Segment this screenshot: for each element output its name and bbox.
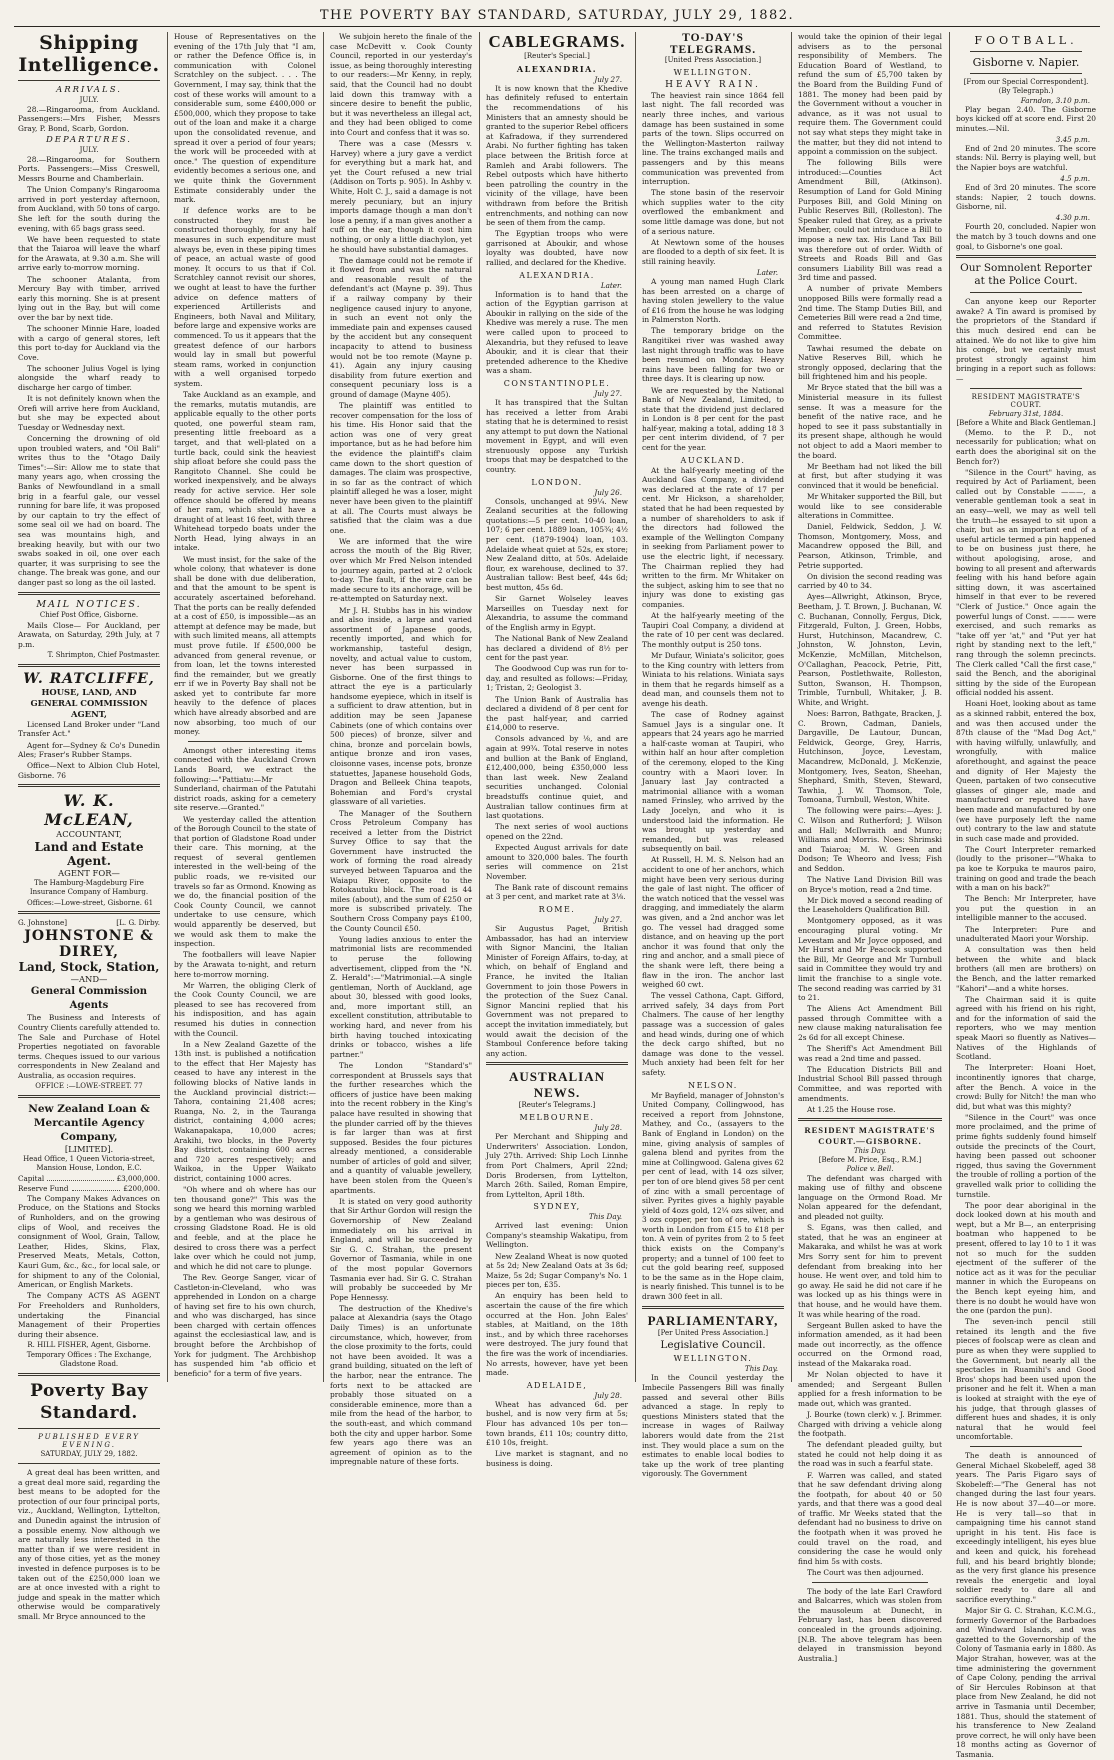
column-5 — [638, 32, 788, 1479]
divider — [486, 1062, 628, 1065]
ad-johnstone-line: Land, Stock, Station, — [18, 960, 160, 975]
news-paragraph: The footballers will leave Napier by the Arawata to-night, and return here to-morrow morning. — [174, 950, 316, 979]
somnolent-paragraph: The seven-inch pencil still retained its length and the five pieces of foolscap were as clean and pure as when they were supplied to the Government, but nearly all the spectacles in Ruamihi's and Good Bros' shops had been used upon the prisoner and he felt it. When a man is looked at straight with the eye of his judge, that through glasses of different hues and shades, it is only natural that he would feel uncomfortable. — [956, 1317, 1096, 1442]
parliament-paragraph: On division the second reading was carried by 40 to 34. — [798, 571, 942, 591]
court-paragraph: The Court was then adjourned. — [807, 1567, 924, 1577]
todays-telegrams-heading: TO-DAY'S TELEGRAMS. — [669, 32, 757, 56]
capital-row — [18, 1174, 160, 1184]
shipping-paragraph: The schooner Minnie Hare, loaded with a cargo of general stores, left this port to-day for Auckland via the Cove. — [18, 323, 160, 362]
match-paragraph: Fourth 20, concluded. Napier won the match by 3 touch downs and one goal, to Gisborne's one goal. — [956, 222, 1096, 251]
telegram-paragraph: We are requested by the National Bank of New Zealand, Limited, to state that the dividend just declared in London is 8 per cent for the past half-year, making a total, adding 18 3 per cent interim dividend, of 7 per cent for the year. — [642, 385, 784, 453]
telegram-paragraph: Mr Bayfield, manager of Johnston's United Company, Collingwood, has received a report from Johnstone, Mathey, and Co., (assayers to the Bank of England in London) on the mine, giving analysis of samples of galena blend and pyrites from the mine at Collingwood. Galena gives 62 per cent of lead, with 14 ozs silver, per ton of ore blend gives 58 per cent of zinc with a small percentage of silver. Pyrites gives a highly payable yield of 4ozs gold, 12¼ ozs silver, and 3 ozs copper, per ton of ore, which is worth in London from £15 to £18 per ton. A vein of pyrites from 2 to 5 feet thick exists on the Company's property; and a tunnel of 100 feet to cut the gold bearing reef, supposed to be the same as in the Hope claim, is nearly finished. This tunnel is to be drawn 300 feet in all. — [642, 1090, 784, 1302]
divider — [18, 1428, 160, 1429]
parliament-paragraph: Mr Dick moved a second reading of the Leaseholders Qualification Bill. — [798, 895, 942, 915]
column-rule — [167, 32, 168, 1382]
divider — [812, 1582, 928, 1583]
divider — [970, 51, 1082, 52]
news-paragraph: The Manager of the Southern Cross Petroleum Company has received a letter from the District Survey Office to say that the Government have instructed the work of forming the road already surveyed between Tapuaroa and the Waiapu River, opposite to the Rotokautuku block. The road is 44 miles (about), and the sum of £250 or more is subscribed privately. The Southern Cross Company pays £100, the County Council £50. — [330, 808, 472, 933]
news-paragraph: The Rev. George Sanger, vicar of Castleton-in-Cleveland, who was apprehended in London on a charge of having set fire to his own church, and who was discharged, has since been charged with certain offences against the ecclesiastical law, and is brought before the Archbishop of York for judgment. The Archbishop has suspended him "ab officio et beneficio" for a term of five years. — [174, 1272, 316, 1378]
news-paragraph: "Oh where and oh where has our ten thousand gone?" This was the song we heard this morning warbled by a gentleman who was desirous of crossing Gladstone Road. He is old and feeble, and at the place he desired to cross there was a perfect lake over which he could not jump, and which he did not care to plunge. — [174, 1185, 316, 1271]
cable-paragraph: The Goodwood Cup was run for to-day, and resulted as follows:—Friday, 1; Tristan, 2; Geologist 3. — [486, 664, 628, 693]
cable-paragraph: The Egyptian troops who were garrisoned at Aboukir, and whose loyalty was doubted, have now rallied, and declared for the Khedive. — [486, 229, 628, 267]
ad-ratcliffe-name: W. RATCLIFFE, — [23, 670, 155, 687]
parliament-paragraph: At 1.25 the House rose. — [807, 1104, 896, 1114]
court-paragraph: J. Bourke (town clerk) v. J. Brimmer. Charged with driving a vehicle along the footpath. — [798, 1409, 942, 1439]
telegram-paragraph: The heaviest rain since 1864 fell last night. The fall recorded was nearly three inches, and various damage has been sustained in some parts of the town. Slips occurred on the Wellington-Masterton railway line. The trains exchanged mails and passengers and by this means communication was prevented from interruption. — [642, 90, 784, 187]
news-paragraph: It is stated on very good authority that Sir Arthur Gordon will resign the Governorship of New Zealand immediately on his arrival in England, and will be succeeded by Sir G. C. Strahan, the present Governor of Tasmania, while in one of the most popular Governors Tasmania ever had. Sir G. C. Strahan will probably be succeeded by Mr Pope Hennessy. — [330, 1196, 472, 1302]
date: July 26. — [594, 487, 622, 497]
cable-paragraph: Sir Augustus Paget, British Ambassador, has had an interview with Signor Mancini, the Italian Minister of Foreign Affairs, to-day, at which, on behalf of England and France, he invited the Italian Government to join those Powers in the protection of the Suez Canal. Signor Mancini replied that his Government was not prepared to accept the invitation immediately, but would await the decision of the Stamboul Conference before taking any action. — [486, 924, 628, 1058]
ad-johnstone-line: General Commission Agents — [30, 986, 148, 1012]
reuter-credit: [Reuter's Special.] — [524, 52, 590, 60]
mail-text: Mails Close— For Auckland, per Arawata, on Saturday, 29th July, at 7 p.m. — [18, 620, 160, 649]
cable-paragraph: New Zealand Wheat is now quoted at 5s 2d; New Zealand Oats at 3s 6d; Maize, 5s 2d; Sugar Company's No. 1 pieces per ton, £35. — [486, 1251, 628, 1290]
telegram-paragraph: At the half-yearly meeting of the Auckland Gas Company, a dividend was declared at the rate of 17 per cent. Mr Hickson, a shareholder, stated that he had been requested by a number of shareholders to ask if the directors had followed the example of the Wellington Company in seeking from Parliament power to use the electric light, if necessary. The Chairman replied they had written to the firm. Mr Whitaker on the subject, asking him to see that no injury was done to existing gas companies. — [642, 465, 784, 609]
dateline-london: LONDON. — [531, 477, 583, 487]
editorial-paragraph: We must insist, for the sake of the whole colony, that whatever is done shall be done with due deliberation, and that the amount to be spent is accurately ascertained beforehand. That the ports can be really defended at a cost of £50, is impossible—as an attempt at defence may be made, but with such limited means, all attempts must prove futile. If £500,000 be advanced from general revenue, or from loan, let the towns interested find the remainder, but we greatly err if we in Poverty Bay shall not be asked yet to contribute far more heavily to the defence of places which have already absorbed and are now absorbing, too much of our money. — [174, 554, 316, 737]
ad-mclean-line: AGENT FOR— — [58, 868, 120, 879]
departures-heading: DEPARTURES. — [45, 135, 132, 146]
news-paragraph: The damage could not be remote if it flowed from and was the natural and reasonable result of the defendant's act (Mayne p. 39). Thus if a railway company by their negligence caused injury to anyone, in such an event not only the immediate pain and expenses caused by the accident but any consequent incapacity to attend to business would not be too remote (Mayne p. 41). Again any injury causing disability from future exertion and consequent pecuniary loss is a ground of damage (Mayne 405). — [330, 255, 472, 399]
parliament-paragraph: The following were pairs:—Ayes: J. C. Wilson and Rutherford; J. Wilson and Hall; McIlwraith and Munro; Williams and Morris. Noes: Shrimski and Taiaroa; M. W. Green and Dodson; Te Wheoro and Ivess; Fish and Seddon. — [798, 806, 942, 873]
cable-paragraph: Sir Garnet Wolseley leaves Marseilles on Tuesday next for Alexandria, to assume the command of the English army in Egypt. — [486, 594, 628, 632]
somnolent-paragraph: Can anyone keep our Reporter awake? A Tin award is promised by the proprietors of the Standard if this much desired end can be attained. We do not like to give him his congé, but we certainly must protest strongly against him bringing in a report such as follows:— — [956, 297, 1096, 383]
shipping-title: Shipping Intelligence. — [18, 32, 160, 76]
rm-court-heading: RESIDENT MAGISTRATE'S COURT.—GISBORNE. — [804, 1125, 936, 1147]
arrival-entry: 28.—Ringarooma, from Auckland. Passengers:—Mrs Fisher, Messrs Gray, P. Bond, Scarb, Gordon. — [18, 104, 160, 133]
court-paragraph: The defendant pleaded guilty, but stated he could not help doing it as the road was in such a fearful state. — [798, 1440, 942, 1469]
dot-leader — [72, 1184, 121, 1191]
cable-paragraph: Arrived last evening: Union Company's steamship Wakatipu, from Wellington. — [486, 1221, 628, 1250]
somnolent-date: February 31st, 1884. — [988, 410, 1064, 419]
dateline-adelaide: ADELAIDE, — [526, 1380, 588, 1390]
parliament-paragraph: The Aliens Act Amendment Bill passed through Committee with a new clause making naturalisation fee 2s 6d for all except Chinese. — [798, 1004, 942, 1043]
masthead-rule — [14, 26, 1100, 27]
cable-paragraph: It has transpired that the Sultan has received a letter from Arabi stating that he is determined to resist any attempt to put down the National movement in Egypt, and will even strenuously oppose any Turkish troops that may be despatched to the country. — [486, 397, 628, 475]
news-paragraph: The destruction of the Khedive's palace at Alexandria (says the Otago Daily Times) is an unfortunate circumstance, which, however, from the close proximity to the forts, could not have been avoided. It was a grand building, situated on the left of the harbor, near the entrance. The forts next to be attacked are probably those situated on a considerable eminence, more than a mile from the head of the harbor, to the south-east, and which command both the city and upper harbor. Some few years ago there was an agreement of opinion as to the impregnable nature of these forts. — [330, 1303, 472, 1467]
dateline-rome: ROME. — [538, 905, 576, 915]
somnolent-paragraph: "Silence in the Court" having, as required by Act of Parliament, been called out by Constable ———, a venerable gentleman took a seat in an easy—well, we may as well tell the truth—he essayed to sit upon a chair, but as an important end of a useful article termed a pin happened to be on business just there, he without apologising, arose, and bowing to all present and afterwards feeling with his hand before again sitting down, it was ascertained himself in that ever to be revered "Clerk of Justice." Once again the powerful lungs of Const. ——— were exercised, and such remarks as "take off yer 'at," and "Put yer hat right by standing next to the left," rang through the solemn precincts. The Clerk called "Call the first case," said the Bench, and the aboriginal sitting by the side of the European official nodded his assent. — [956, 467, 1096, 698]
capital-value: £3,000,000. — [116, 1173, 160, 1183]
reserve-row — [18, 1184, 160, 1194]
telegram-paragraph: The vessel Cathona, Capt. Gifford, arrived safely, 34 days from Port Chalmers. The cause of her lengthy passage was a succession of gales and head winds, during one of which the deck cargo shifted, but no damage was done to the vessel. Much anxiety had been felt for her safety. — [642, 991, 784, 1077]
somnolent-paragraph: The Interpreter: Pure and unadulterated Maori your Worship. — [956, 924, 1096, 944]
cable-paragraph: An enquiry has been held to ascertain the cause of the fire which occurred at the Hon. John Eales' stables, at Maitland, on the 18th inst., and by which three racehorses were destroyed. The jury found that the fire was the work of incendiaries. No arrests, however, have yet been made. — [486, 1291, 628, 1378]
ad-mclean-line: The Hamburg-Magdeburg Fire Insurance Company of Hamburg. — [29, 879, 149, 897]
somnolent-paragraph: The Bench: Mr Interpreter, have you put the question in an intelligible manner to the accused. — [956, 894, 1096, 923]
heavy-rain-heading: HEAVY RAIN. — [665, 79, 761, 90]
date: Later. — [756, 267, 778, 277]
news-paragraph: We subjoin hereto the finale of the case McDevitt v. Cook County Council, reported in our yesterday's issue, as being thoroughly interesting to our readers:—Mr Kenny, in reply, said, that the Council had no doubt laid down this tramway with a sincere desire to benefit the public, but it was nevertheless an illegal act, and they had been obliged to come into Court and confess that it was so. — [330, 32, 472, 137]
mail-notices-heading: MAIL NOTICES. — [36, 598, 142, 610]
divider — [18, 664, 160, 667]
court-paragraph: Sergeant Bullen asked to have the information amended, as it had been made out incorrectly, as the offence occurred on the Ormond road, instead of the Makaraka road. — [798, 1320, 942, 1368]
shipping-paragraph: The Union Company's Ringarooma arrived in port yesterday afternoon, from Auckland, with 50 tons of cargo. She left for the south during the evening, with 65 bags grass seed. — [18, 185, 160, 233]
parliament-paragraph: A number of private Members unopposed Bills were formally read a 2nd time. The Stamp Duties Bill, and Cemeteries Bill were read a 2nd time, and referred to Statutes Revision Committee. — [798, 284, 942, 342]
shipping-paragraph: The schooner Atalanta, from Mercury Bay with timber, arrived early this morning. She is at present lying out in the Bay, but will come over the bar by next tide. — [18, 274, 160, 322]
column-rule — [949, 32, 950, 1382]
ad-johnstone-text: The Business and Interests of Country Clients carefully attended to. The Sale and Purchase of Hotel Properties negotiated on favorable terms. Cheques issued to our various correspondents in New Zealand and Australia, as occasion requires. — [18, 1013, 160, 1080]
publication-date: SATURDAY, JULY 29, 1882. — [40, 1450, 138, 1459]
match-title: Gisborne v. Napier. — [972, 56, 1080, 69]
ad-nz-loan-text: The Company Makes Advances on Produce, on the Stations and Stocks of Runholders, and on the growing clips of Wool, and receives the consignment of Wool, Grain, Tallow, Leather, Hides, Skins, Flax, Preserved Meats, Metals, Cotton, Kauri Gum, &c., &c., for local sale, or for shipment to any of the Colonial, American, or English Markets. — [18, 1193, 160, 1290]
ad-nz-loan-sign: Temporary Offices : The Exchange, Gladstone Road. — [26, 1351, 152, 1368]
news-paragraph: Mr J. H. Stubbs has in his window and also inside, a large and varied assortment of Japanese goods, recently imported, and which for workmanship, tasteful design, novelty, and actual value to custom, never has been surpassed in Gisborne. One of the first things to attract the eye is a particularly handsome eyepiece, which in itself is a sufficient to draw attention, but in addition may be seen Japanese Cabinets (one of which contains over 500 pieces) of bronze, silver and china, bronze and porcelain bowls, antique bronze and iron vases, cloisonne vases, incense pots, bronze statuettes, Japanese household Gods, Dragon and Belleek China teapots, Bohemian and Ford's crystal glassware of all varieties. — [330, 605, 472, 807]
arrivals-heading: ARRIVALS. — [56, 85, 122, 95]
date: July 28. — [594, 1390, 622, 1400]
court-paragraph: S. Egans, was then called, and stated, that he was an engineer at Makaraka, and whilst he was at work Mrs Sorry sent for him to prevent defendant from breaking into her house. He went over, and told him to go away. He said he did not care if he was locked up as his things were in that house, and he would have them. It was while hearing of the road. — [798, 1223, 942, 1319]
legislative-council-heading: Legislative Council. — [660, 1339, 766, 1352]
parliament-paragraph: Mr Bryce stated that the bill was a Ministerial measure in its fullest sense. It was a measure for the benefit of the native race, and he hoped to see it pass substantially in its present shape, although he would not object to add a Maori member to the board. — [798, 383, 942, 460]
match-time: 3.45 p.m. — [1055, 134, 1090, 144]
telegram-paragraph: A young man named Hugh Clark has been arrested on a charge of having stolen jewellery to the value of £16 from the house he was lodging in Palmerston North. — [642, 276, 784, 325]
dateline-melbourne: MELBOURNE. — [519, 1113, 595, 1123]
date: July 28. — [594, 1123, 622, 1133]
dateline-alexandria: ALEXANDRIA. — [519, 270, 595, 280]
parliament-paragraph: Daniel, Feldwick, Seddon, J. W. Thomson, Montgomery, Moss, and Macandrew opposed the Bill, and Pearson, Atkinson, Trimble, and Petrie supported. — [798, 522, 942, 570]
cable-paragraph: Live market is stagnant, and no business is doing. — [486, 1449, 628, 1468]
column-6 — [794, 32, 946, 1663]
paper-title: Poverty Bay Standard. — [30, 1380, 148, 1423]
newspaper-page — [14, 32, 1100, 1759]
somnolent-paragraph: "Silence in the Court" was once more proclaimed, and the prime of prime fights suddenly found himself outside the precincts of the Court, having been passed out schooner rigged, thus saving the Government the trouble of rolling a portion of the gravelled walk prior to colliding the turnstile. — [956, 1112, 1096, 1199]
telegram-paragraph: At Newtown some of the houses are flooded to a depth of six feet. It is still raining heavily. — [642, 237, 784, 266]
parliament-paragraph: Noes: Barron, Bathgate, Bracken, J. C. Brown, Cadman, Daniels, Dargaville, De Lautour, Duncan, Feldwick, George, Grey, Harris, Hutchinson, Joyce, Levestam, Macandrew, McDonald, J. McKenzie, Montgomery, Ives, Seaton, Sheehan, Shephard, Smith, Steven, Steward, Tawhia, J. W. Thomson, Tole, Tomoana, Turnbull, Weston, White. — [798, 708, 942, 805]
parliament-paragraph: The following Bills were introduced:—Counties Act Amendment Bill, (Atkinson). Resumption of Land for Gold Mining Purposes Bill, and Gold Mining on Public Reserves Bill, (Rolleston). The Speaker ruled that Grey, as a private Member, could not introduce a Bill to impose a new tax. His Land Tax Bill was therefore out of order. Width of Streets and Roads Bill and Gas consumers Liability Bill was read a 3rd time and passed. — [798, 158, 942, 283]
somnolent-paragraph: A consultation was then held between the white and black brothers (all men are brothers) on the Bench, and the latter remarked "Kahori"—and a white horses. — [956, 945, 1096, 993]
news-paragraph: We yesterday called the attention of the Borough Council to the state of that portion of Gladstone Road under their care. This morning, at the request of several gentlemen interested in the well-being of the public roads, we re-visited our travels so far as Ormond. Knowing as we do, the financial position of the Cook County Council, we cannot undertake to use censure, which would apparently be deserved, but we would ask them to make the inspection. — [174, 814, 316, 949]
dateline-constantinople: CONSTANTINOPLE. — [503, 378, 611, 388]
column-rule — [323, 32, 324, 1382]
news-paragraph: The plaintiff was entitled to recover compensation for the loss of his time. His Honor said that the action was one of very great importance, but as he had before him the evidence the plaintiff's claim came down to the short question of damages. The claim was prospective, in so far as the contract of which plaintiff alleged he was a loser, might never have been given to the plaintiff at all. The Courts must always be satisfied that the claim was a due one. — [330, 401, 472, 535]
somnolent-reporter-heading: Our Somnolent Reporter at the Police Court. — [960, 262, 1092, 288]
ad-ratcliffe-line: Licensed Land Broker under "Land Transfer Act." — [18, 719, 160, 739]
ad-mclean-name: W. K. McLEAN, — [44, 791, 134, 830]
match-time: Farndon, 3.10 p.m. — [1020, 95, 1090, 105]
match-paragraph: Play began 2.40. The Gisborne boys kicked off at score end. First 20 minutes.—Nil. — [956, 104, 1096, 133]
date: July 27. — [594, 915, 622, 925]
departure-entry: 28.—Ringarooma, for Southern Ports. Passengers:—Miss Creswell, Messrs Bourne and Chamberlain. — [18, 154, 160, 184]
parliament-paragraph: Mr Beetham had not liked the bill at first, but after studying it was convinced that it would be beneficial. — [798, 461, 942, 490]
news-paragraph: We are informed that the wire across the mouth of the Big River, over which Mr Fred Nelson intended to journey again, parted at 2 o'clock to-day. The fault, if the wire can be made secure to its anchorage, will be re-attempted on Saturday next. — [330, 536, 472, 604]
editorial-paragraph: If defence works are to be constructed they must be constructed thoroughly, for any half measures in such expenditure must always be, even in these piping times of peace, an actual waste of good money. It occurs to us that if Col. Scratchley cannot revisit our shores, we ought at least to have the further advice on defence matters of experienced Artillerists and Engineers, both Naval and Military, before large and expensive works are commenced. To us it appears that the greatest defence of our harbors would lay in small but powerful steam rams, worked in conjunction with a well organised torpedo system. — [174, 206, 316, 388]
telegraph-credit: (By Telegraph.) — [998, 86, 1054, 95]
telegram-paragraph: The stone basin of the reservoir which supplies water to the city overflowed the embankment and some little damage was done, but not of a serious nature. — [642, 188, 784, 236]
column-4 — [482, 32, 632, 1468]
parliament-paragraph: would take the opinion of their legal advisers as to the personal responsibility of Members. The Education Board of Westland, to refund the sum of £5,700 taken by the Board from the Building Fund of 1881. The money had been paid by the Government without a voucher in advance, as it was not usual to require them. The Government could not say what steps they might take in the matter, but they did not intend to appoint a commission on the subject. — [798, 32, 942, 157]
news-paragraph: In a New Zealand Gazette of the 13th inst. is published a notification to the effect that Her Majesty has ceased to have any interest in the following blocks of Native lands in the Auckland provincial district:—Tahora, containing 21,408 acres; Ruanga, No. 2, in the Tauranga district, containing 4,000 acres; Wakanapakapa, 10,000 acres; Arakihi, two blocks, in the Poverty Bay district, containing 600 acres and 720 acres respectively; and Waikoa, in the Upper Waikato district, containing 1000 acres. — [174, 1039, 316, 1183]
parliament-paragraph: The Native Land Division Bill was on Bryce's motion, read a 2nd time. — [798, 875, 942, 894]
shipping-paragraph: We have been requested to state that the Taiaroa will leave the wharf for the Arawata, at 9.30 a.m. She will arrive early to-morrow morning. — [18, 234, 160, 273]
ad-nz-loan-line: Head Office, 1 Queen Victoria-street, Mansion House, London, E.C. — [23, 1154, 155, 1172]
date: July 27. — [594, 388, 622, 398]
divider — [18, 1095, 160, 1098]
column-rule — [635, 32, 636, 1382]
reserve-label: Reserve Fund — [18, 1183, 69, 1193]
shipping-paragraph: Concerning the drowning of old upon troubled waters, and "Oil Bali" writes thus to the "Otago Daily Times":—Sir: Allow me to state that many years ago, when crossing the Banks of Newfoundland in a small brig in a fearful gale, our vessel running for bare life, it was proposed by our captain to try the effect of some seal oil we had on board. The sea was mountains high, and breaking heavily, but with our two swabs soaked in oil, one over each quarter, it was surprising to see the change. The break was gone, and our danger past so long as the oil lasted. — [18, 434, 160, 587]
dateline-sydney: SYDNEY, — [533, 1202, 581, 1212]
cable-paragraph: The National Bank of New Zealand has declared a dividend of 8½ per cent for the past year. — [486, 633, 628, 663]
cable-paragraph: It is now known that the Khedive has definitely refused to entertain the recommendations of his Ministers that an amnesty should be granted to the superior Rebel officers at Kafradowa, if they surrendered Arabi. No further fighting has taken place between the British force at Ramleh and Arabi followers. The Rebel outposts which have hitherto been patrolling the country in the vicinity of the village, have been withdrawn from before the British entrenchments, and nothing can now be seen of them from the camp. — [486, 83, 628, 228]
match-time: 4.30 p.m. — [1055, 213, 1090, 223]
shipping-paragraph: It is not definitely known when the Orefi will arrive here from Auckland, but she may be expected about Tuesday or Wednesday next. — [18, 394, 160, 432]
column-2 — [170, 32, 320, 1382]
somnolent-paragraph: The poor dear aboriginal in the dock looked down at his mouth and wept, but a Mr B—, an enterprising boatman who happened to be present, offered to lay 10 to 1 it was not so much for the sudden ejectment of the sufferer of the notice act as it was for the peculiar manner in which the Europeans on the Bench kept eyeing him, and there is no doubt he would have won the one (pardon the pun). — [956, 1200, 1096, 1316]
column-7 — [952, 32, 1100, 1759]
parliament-paragraph: The Sheriff's Act Amendment Bill was read a 2nd time and passed. — [798, 1044, 942, 1063]
upa-credit: [United Press Association.] — [664, 56, 762, 64]
partner-left: G. Johnstone] — [18, 918, 68, 928]
telegram-paragraph: At Russell, H. M. S. Nelson had an accident to one of her anchors, which might have been very serious during the gale of last night. The officer of the watch noticed that the vessel was dragging, and immediately the alarm was given, and a 2nd anchor was let go. The vessel had dragged some distance, and on heaving up the port anchor it was found that only the ring and anchor, and a small piece of the shank were left, there being a flaw in the iron. The anchor last weighed 60 cwt. — [642, 855, 784, 990]
ad-nz-loan-line: [LIMITED]. — [64, 1143, 114, 1154]
ad-nz-loan-text: The Company ACTS AS AGENT For Freeholders and Runholders, undertaking the Financial Management of their Properties during their absence. — [18, 1291, 160, 1339]
dot-leader — [47, 1174, 113, 1181]
date: This Day. — [588, 1212, 622, 1222]
divider — [18, 1463, 160, 1464]
divider — [18, 80, 160, 81]
dateline-alexandria: ALEXANDRIA. — [516, 63, 598, 74]
ad-johnstone-name: JOHNSTONE & DIREY, — [24, 928, 154, 961]
somnolent-paragraph: The Chairman said it is quite agreed with his friend on his right, and for the information of said the reporters, who we may mention speak Maori so fluently as Natives—Natives of the Highlands of Scotland. — [956, 994, 1096, 1062]
somnolent-paragraph: The Interpreter: Hoani Hoet, incontinently ignores that charge, after the Bench. A voice in the crowd: Bully for Nitch! the man who did, but what was this mighty? — [956, 1063, 1096, 1111]
column-rule — [791, 32, 792, 1382]
cable-paragraph: Information is to hand that the action of the Egyptian garrison at Aboukir in rallying on the side of the Khedive was merely a ruse. The men were called upon to proceed to Alexandria, but they refused to leave Aboukir, and it is clear that their pretended adherence to the Khedive was a sham. — [486, 289, 628, 376]
parliament-paragraph: Mr Whitaker supported the Bill, but would like to see considerable alterations in Committee. — [798, 491, 942, 521]
australian-news-heading: AUSTRALIAN NEWS. — [509, 1069, 605, 1101]
arrivals-month: JULY. — [79, 96, 99, 104]
column-3 — [326, 32, 476, 1467]
dateline-nelson: NELSON. — [688, 1080, 738, 1090]
match-paragraph: End of 2nd 20 minutes. The score stands: Nil. Berry is playing well, but the Napier boys are watchful. — [956, 143, 1096, 173]
news-paragraph: Mr Warren, the obliging Clerk of the Cook County Council, we are pleased to see has recovered from his indisposition, and has again resumed his duties in connection with the Council. — [174, 980, 316, 1038]
mail-signature: T. Shrimpton, Chief Postmaster. — [47, 651, 160, 660]
divider — [970, 73, 1082, 74]
news-paragraph: Amongst other interesting items connected with the Auckland Crown Lands Board, we extract the following:—"Pattiatu:—Mr Sunderland, chairman of the Patutahi district roads, asking for a cemetery site reserve.—Granted." — [174, 745, 316, 813]
divider — [798, 1118, 942, 1121]
parliament-paragraph: The Education Districts Bill and Industrial School Bill passed through Committee, and was reported with amendments. — [798, 1064, 942, 1103]
ad-johnstone-line: —AND— — [70, 974, 108, 985]
somnolent-paragraph: (Memo. to the P. D., not necessarily for publication; what on earth does the aboriginal sit on the Bench for?) — [956, 427, 1096, 466]
telegram-paragraph: At the half-yearly meeting of the Taupiri Coal Company, a dividend at the rate of 10 per cent was declared. The monthly output is 250 tons. — [642, 611, 784, 649]
cable-paragraph: The next series of wool auctions opened on the 22nd. — [486, 822, 628, 841]
editorial-paragraph: House of Representatives on the evening of the 17th July that "I am, or rather the Defence Office is, in communication with Colonel Scratchley on the subject. . . . The Government, I may say, think that the cost of these works will amount to a considerable sum, some £400,000 or £500,000, which they propose to take out of the loan and make it a charge upon the consolidated revenue, and spread it over a period of four years; the work will be proceeded with at once." The question of expenditure evidently becomes a serious one, and we quite think the Government Estimate considerably under the mark. — [174, 32, 316, 205]
cable-paragraph: The Bank rate of discount remains at 3 per cent, and market rate at 3⅛. — [486, 882, 628, 902]
editorial-paragraph: A great deal has been written, and a great deal more said, regarding the best means to be adopted for the protection of our four principal ports, viz., Auckland, Wellington, Lyttelton, and Dunedin against the intrusion of a possible enemy. Now although we are naturally less interested in the matter than if we were resident in any of those cities, yet as the money invested in defence purposes is to be taken out of the £250,000 loan we are at once invested with a right to judge and speak in the matter which otherwise would be comparatively small. Mr Bryce announced to the — [18, 1468, 160, 1621]
divider — [970, 292, 1082, 293]
news-paragraph: There was a case (Messrs v. Harvey) where a jury gave a verdict for everything but a mark hat, and yet the Court refused a new trial (Addison on Torts p. 905). In Ashby v. White, Holt C. J., said a damage is not merely pecuniary, but an injury imports damage though a man don't lose a penny, if a man gives another a cuff on the ear, though it cost him nothing, or only a little diachylon, yet he should have substantial damages. — [330, 139, 472, 254]
column-1 — [14, 32, 164, 1621]
parliament-paragraph: Ayes—Allwright, Atkinson, Bryce, Beetham, J. T. Brown, J. Buchanan, W. C. Buchanan, Connolly, Fergus, Dick, Fitzgerald, Fulton, J. Green, Hobbs, Hurst, Hutchinson, Macandrew, C. Johnston, W. Johnston, Levin, McKenzie, McMillan, Mitchelson, O'Callaghan, Peacock, Petrie, Pitt, Pearson, Postlethwaite, Rolleston, Sutton, Swanson, H. Thompson, Trimble, Turnbull, Whitaker, J. B. White, and Wright. — [798, 592, 942, 707]
parliament-paragraph: In the Council yesterday the Imbecile Passengers Bill was finally passed and several other Bills advanced a stage. In reply to questions Ministers stated that the increase in wages of Railway laborers would date from the 21st inst. They would place a sum on the estimates to enable local bodies to take up the work of tree planting vigorously. The Government — [642, 1373, 784, 1479]
match-time: 4.5 p.m. — [1060, 174, 1090, 184]
ad-mclean-line: Land and Estate Agent. — [34, 840, 144, 869]
somnolent-before: [Before a White and Black Gentleman.] — [956, 418, 1096, 427]
somnolent-paragraph: The Court Interpreter remarked (loudly to the prisoner—"Whaka to pa koe te Korpuka te mauros pairo, training on good and trade the beach with a man on his back?" — [956, 844, 1096, 893]
capital-label: Capital — [18, 1173, 45, 1183]
news-paragraph: The body of the late Earl Crawford and Balcarres, which was stolen from the mausoleum at Dunecht, in February last, has been discovered concealed in the grounds adjoining. [N.B. The above telegram has been delayed in transmission beyond Australia.] — [798, 1586, 942, 1663]
ad-ratcliffe-line: Agent for—Sydney & Co's Dunedin Ales; Fraser's Rubber Stamps. — [18, 740, 160, 760]
divider — [18, 592, 160, 595]
ad-johnstone-partners — [18, 918, 160, 928]
shipping-paragraph: The schooner Julius Vogel is lying alongside the wharf ready to discharge her cargo of timber. — [18, 363, 160, 393]
divider — [970, 1446, 1082, 1447]
ad-johnstone-office: OFFICE :—LOWE-STREET. 77 — [35, 1081, 143, 1090]
somnolent-paragraph: Hoani Hoet, looking about as tame as a skinned rabbit, entered the box, and was then accused under the 87th clause of the "Mad Dog Act," with having wilfully, unlawfully, and wrongfully, with malice aforethought, and against the peace and dignity of Her Majesty the Queen, partaken of two consecutive glasses of ginger ale, made and manufactured or reputed to have been made and manufactured by one (we have purposely left the name out) contrary to the law and statute in such case made and provided. — [956, 699, 1096, 843]
football-heading: FOOTBALL. — [974, 34, 1078, 47]
ad-nz-loan-name: New Zealand Loan & Mercantile Agency Company, — [28, 1102, 150, 1143]
ad-ratcliffe-line: Office—Next to Albion Club Hotel, Gisborne. 76 — [18, 761, 160, 780]
divider — [956, 255, 1096, 258]
dateline-wellington: WELLINGTON. — [673, 1354, 753, 1364]
editorial-paragraph: Take Auckland as an example, and the remarks, mutatis mutandis, are applicable equally to the other ports quoted, one powerful steam ram, presenting little freeboard as a target, and that well-plated on a turtle back, could sink the heaviest ship afloat before she could pass the Rangitoto Channel. She could be worked inexpensively, and be always ready for active service. Her sole offence should be offered by means of her ram, which should have a draught of at least 16 feet, with three Whitehead torpedo boats under the North Head, lying always in an intake. — [174, 389, 316, 553]
correspondent-credit: [From our Special Correspondent]. — [963, 78, 1089, 86]
court-paragraph: The defendant was charged with making use of filthy and obscene language on the Ormond Road. Mr Nolan appeared for the defendant, and pleaded not guilty. — [798, 1173, 942, 1222]
news-paragraph: Young ladies anxious to enter the matrimonial lists are recommended to peruse the following advertisement, clipped from the "N. Z. Herald":—"Matrimonial.—A single gentleman, North of Auckland, age about 30, blessed with good looks, and, more important still, an excellent constitution, attributable to working hard, and never from his birth having touched intoxicating drinks or tobacco, wishes a life partner." — [330, 934, 472, 1059]
news-paragraph: The death is announced of General Michael Skobeleff, aged 38 years. The Paris Figaro says of Skobeleff:—"The General has not changed during the last four years. He is now about 37—40—or more. He is very tall—so that in campaigning time his cannot stand upright in his tent. His face is exceedingly intelligent, his eyes blue and keen and quick, his forehead full, and his beard brightly blonde; as the very first glance his presence reveals the energetic and loyal soldier ready to dare all and sacrifice everything." — [956, 1451, 1096, 1604]
rm-before: [Before M. Price, Esq., R.M.] — [818, 1156, 922, 1165]
masthead: THE POVERTY BAY STANDARD, SATURDAY, JULY 29, 1882. — [319, 8, 795, 23]
parliament-paragraph: Montgomery opposed, as it was encouraging plural voting. Mr Levestam and Mr Joyce opposed, and Mr Hurst and Mr Peacock supported the Bill, Mr George and Mr Turnbull said in Committee they would try and limit the franchise to a single vote. The second reading was carried by 31 to 21. — [798, 916, 942, 1003]
dateline-wellington: WELLINGTON. — [673, 67, 753, 77]
cable-paragraph: Wheat has advanced 6d. per bushel, and is now very firm at 5s; Flour has advanced 10s per ton—town brands, £11 10s; country ditto, £10 10s, freight. — [486, 1399, 628, 1448]
cable-paragraph: Per Merchant and Shipping and Underwriters' Association. London, July 27th. Arrived: Ship Loch Linnhe from Port Chalmers, April 22nd; Doris Brodersen, from Lyttelton, March 26th. Sailed, Roman Empire, from Lyttelton, April 18th. — [486, 1132, 628, 1199]
upa-credit: [Per United Press Association.] — [657, 1328, 769, 1337]
news-paragraph: The London "Standard's" correspondent at Brussels says that the further researches which the officers of justice have been making into the recent robbery in the King's palace have resulted in showing that the plunder carried off by the thieves is far larger than was at first supposed. Besides the four pictures already mentioned, a considerable number of articles of gold and silver, and a quantity of valuable jewellery, have been stolen from the Queen's apartments. — [330, 1060, 472, 1195]
cable-paragraph: Consols advanced by ⅛, and are again at 99¾. Total reserve in notes and bullion at the Bank of England, £12,400,000, being £350,000 less than last week. New Zealand securities unchanged. Colonial breadstuffs continue quiet, and Australian tallow continues firm at last quotations. — [486, 734, 628, 821]
partner-right: [L. G. Dirby. — [116, 918, 160, 928]
telegram-paragraph: The case of Rodney against Samuel Jays is a singular one. It appears that 24 years ago he married a half-caste woman at Taupiri, who within half an hour after completion of the ceremony, eloped to the King country with a Maori lover. In January last Jay contracted a matrimonial alliance with a woman named Frinsley, who arrived by the Lady Jocelyn, and who it is understood laid the information. He was brought up yesterday and remanded, but was released subsequently on bail. — [642, 710, 784, 854]
cablegrams-heading: CABLEGRAMS. — [488, 32, 626, 51]
date: This Day. — [744, 1364, 778, 1374]
mail-office: Chief Post Office, Gisborne. — [39, 610, 139, 619]
ad-nz-loan-sign: R. HILL FISHER, Agent, Gisborne. — [27, 1340, 151, 1349]
news-paragraph: Major Sir G. C. Strahan, K.C.M.G., formerly Governor of the Barbadoes and Windward Islands, and was gazetted to the Governorship of the Colony of Tasmania early in 1880. As Major Strahan, however, was at the time administering the government of Cape Colony, pending the arrival of Sir Hercules Robinson at that place from New Zealand, he did not arrive in Tasmania until December, 1881. Thus, should the statement of his transference to New Zealand prove correct, he will only have been 18 months acting as Governor of Tasmania. — [956, 1606, 1096, 1759]
divider — [18, 911, 160, 914]
ad-mclean-line: ACCOUNTANT, — [56, 829, 122, 840]
reuter-credit: [Reuter's Telegrams.] — [518, 1101, 596, 1110]
date: Later. — [600, 280, 622, 290]
ad-ratcliffe-line: HOUSE, LAND, AND GENERAL COMMISSION AGENT, — [30, 686, 148, 719]
court-paragraph: Mr Nolan objected to have it amended; and Sergeant Bullen applied for a fresh information to be made out, which was granted. — [798, 1370, 942, 1408]
telegram-paragraph: The temporary bridge on the Rangitikei river was washed away last night through traffic was to have been resumed on Monday. Heavy rains have been falling for two or three days. It is clearing up now. — [642, 326, 784, 384]
published-line: PUBLISHED EVERY EVENING. — [38, 1432, 140, 1450]
parliamentary-heading: PARLIAMENTARY, — [647, 1312, 779, 1328]
court-paragraph: F. Warren was called, and stated that he saw defendant driving along the footpath, for about 40 or 50 yards, and that there was a good deal of traffic. Mr Weeks stated that the defendant had no business to drive on the footpath when it was proved he could travel on the road, and considering the case he would only find him 5s with costs. — [798, 1470, 942, 1566]
date: July 27. — [594, 74, 622, 84]
departures-month: JULY. — [79, 146, 99, 155]
divider — [642, 1306, 784, 1309]
reserve-value: £200,000. — [123, 1183, 160, 1193]
cable-paragraph: The Union Bank of Australia has declared a dividend of 8 per cent for the past half-year, and carried £14,000 to reserve. — [486, 694, 628, 733]
ad-mclean-line: Offices:—Lowe-street, Gisborne. 61 — [27, 898, 154, 907]
divider — [18, 784, 160, 787]
cable-paragraph: Expected August arrivals for date amount to 320,000 bales. The fourth series will commence on 21st November. — [486, 842, 628, 881]
column-rule — [479, 32, 480, 1382]
rm-case: Police v. Bell. — [846, 1164, 894, 1173]
dateline-auckland: AUCKLAND. — [680, 455, 746, 465]
cable-paragraph: Consols, unchanged at 99¼. New Zealand securities at the following quotations:—5 per cent. 10-40 loan, 107; 6 per cent. 1889 loan, 105¾; 4½ per cent. (1879-1904) loan, 103. Adelaide wheat quiet at 52s, ex store; New Zealand ditto, at 50s. Adelaide flour, ex warehouse, declined to 37. Australian tallow: Best beef, 44s 6d; best mutton, 45s 6d. — [486, 496, 628, 593]
match-paragraph: End of 3rd 20 minutes. The score stands: Napier, 2 touch downs. Gisborne, nil. — [956, 183, 1096, 212]
divider — [188, 741, 302, 742]
rm-day: This Day. — [853, 1147, 887, 1156]
divider — [970, 388, 1082, 389]
somnolent-court: RESIDENT MAGISTRATE'S COURT. — [971, 392, 1081, 410]
parliament-paragraph: Tawhai resumed the debate on Native Reserves Bill, which he strongly opposed, declaring that the bill frightened him and his people. — [798, 343, 942, 382]
telegram-paragraph: Mr Dufaur, Winiata's solicitor, goes to the King country with letters from Winiata to his relations. Winiata says in them that he regards himself as a dead man, and counsels them not to avenge his death. — [642, 650, 784, 708]
divider — [18, 1373, 160, 1376]
